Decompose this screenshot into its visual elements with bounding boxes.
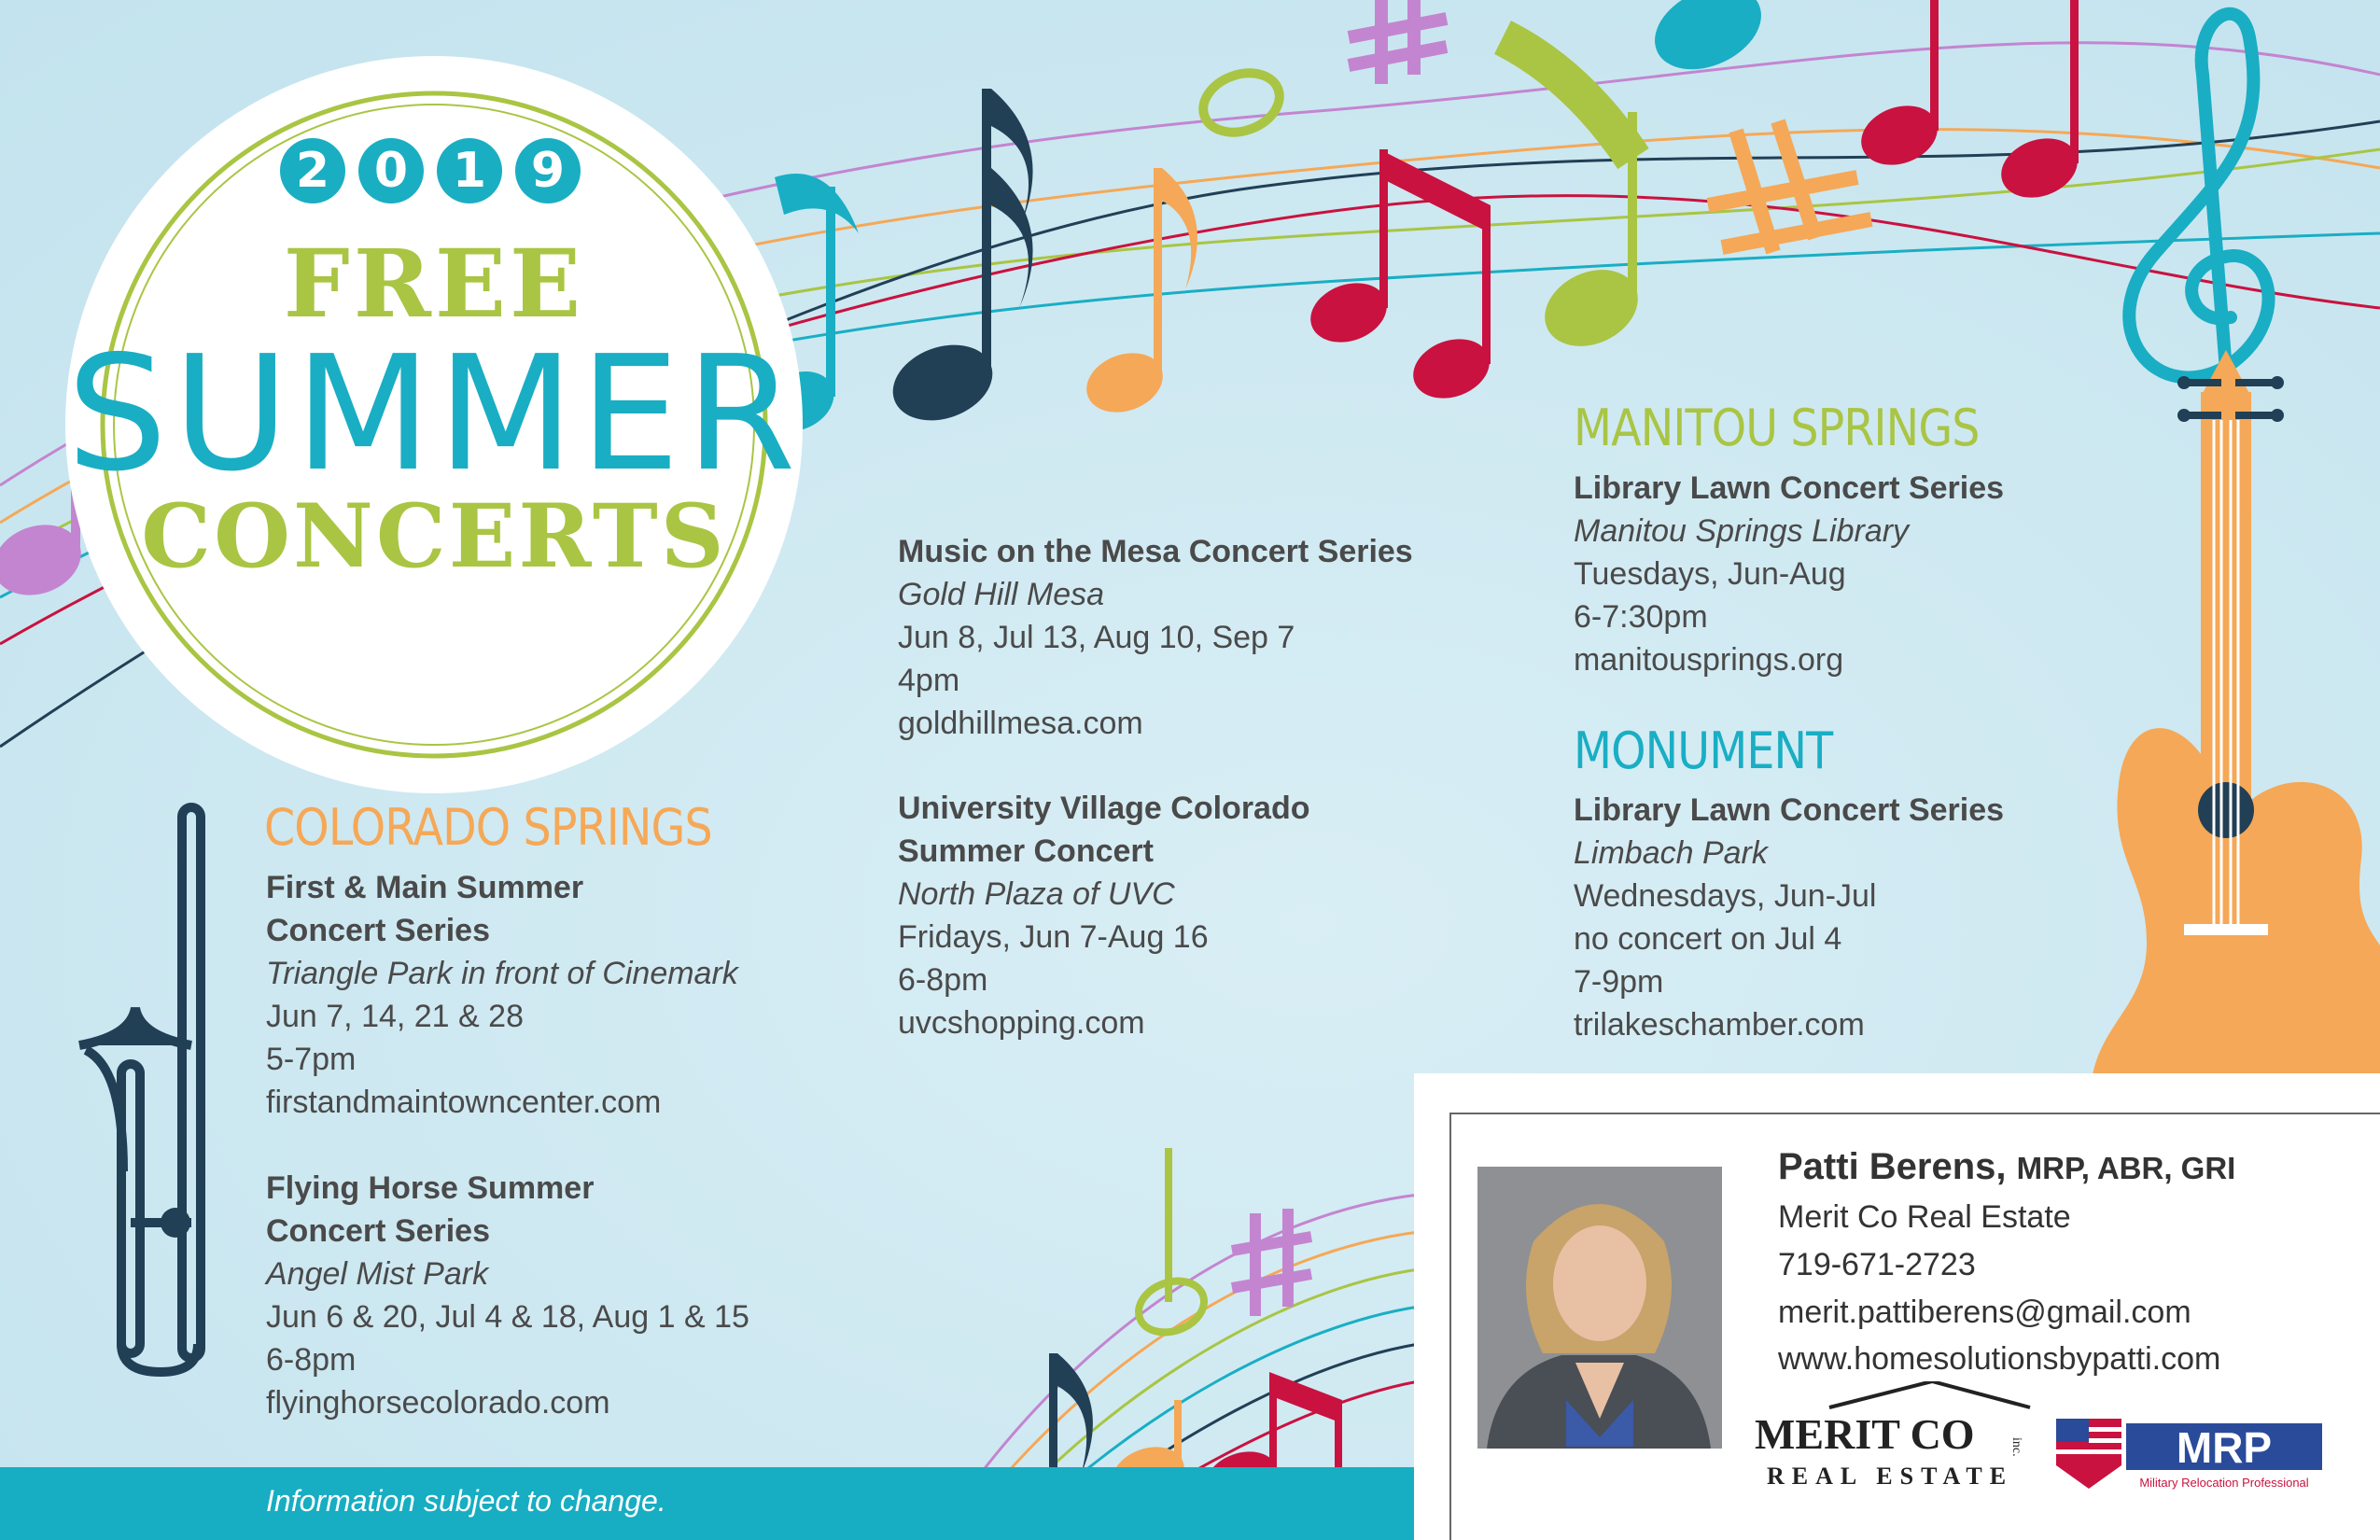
mrp-logo-text: MRP: [2176, 1423, 2273, 1472]
footer-bar: [0, 1467, 1414, 1540]
year-digit: 2: [280, 138, 345, 203]
event-location: Angel Mist Park: [266, 1256, 489, 1292]
event-time: 5-7pm: [266, 1042, 357, 1077]
merit-logo-inc: inc.: [2009, 1437, 2023, 1457]
event-website: firstandmaintowncenter.com: [266, 1085, 662, 1120]
event-time: 6-8pm: [266, 1342, 357, 1378]
agent-credentials: MRP, ABR, GRI: [2016, 1151, 2236, 1185]
agent-email[interactable]: merit.pattiberens@gmail.com: [1778, 1295, 2191, 1330]
title-summer: SUMMER: [66, 322, 802, 507]
mrp-logo: [2051, 1405, 2327, 1498]
merit-logo-top: MERIT CO: [1755, 1410, 1975, 1458]
event-note: no concert on Jul 4: [1574, 921, 1842, 957]
event-monument-library-lawn: [1574, 789, 2004, 1046]
event-flying-horse: [266, 1167, 749, 1424]
event-time: 6-8pm: [898, 962, 988, 998]
agent-photo: [1477, 1167, 1722, 1449]
event-title: Concert Series: [266, 1213, 490, 1249]
city-heading-manitou-springs: MANITOU SPRINGS: [1574, 399, 1980, 457]
title-concerts: CONCERTS: [141, 485, 727, 588]
event-title: Library Lawn Concert Series: [1574, 470, 2005, 506]
year-digit: 1: [437, 138, 502, 203]
event-title: Flying Horse Summer: [266, 1170, 595, 1206]
event-music-on-the-mesa: [898, 530, 1413, 745]
event-location: Triangle Park in front of Cinemark: [266, 956, 738, 991]
title-free: FREE: [283, 229, 585, 339]
event-title: Library Lawn Concert Series: [1574, 792, 2005, 828]
event-first-and-main: [266, 866, 738, 1124]
event-location: Limbach Park: [1574, 835, 1768, 871]
event-title: University Village Colorado: [898, 791, 1310, 826]
event-website: trilakeschamber.com: [1574, 1007, 1865, 1043]
footer-disclaimer: Information subject to change.: [266, 1484, 666, 1518]
event-dates: Wednesdays, Jun-Jul: [1574, 878, 1877, 914]
event-dates: Jun 7, 14, 21 & 28: [266, 999, 524, 1034]
agent-website[interactable]: www.homesolutionsbypatti.com: [1778, 1341, 2221, 1377]
year-digit: 0: [358, 138, 424, 203]
event-time: 6-7:30pm: [1574, 599, 1708, 635]
event-title: First & Main Summer: [266, 870, 584, 905]
city-heading-colorado-springs: COLORADO SPRINGS: [264, 798, 712, 857]
event-title: Summer Concert: [898, 833, 1154, 869]
event-dates: Fridays, Jun 7-Aug 16: [898, 919, 1209, 955]
event-university-village: [898, 787, 1310, 1044]
event-manitou-library-lawn: [1574, 467, 2004, 681]
agent-phone[interactable]: 719-671-2723: [1778, 1247, 1976, 1282]
merit-co-logo: [1750, 1381, 2039, 1493]
agent-name: [1778, 1146, 2235, 1188]
event-dates: Jun 8, Jul 13, Aug 10, Sep 7: [898, 620, 1295, 655]
event-location: Manitou Springs Library: [1574, 513, 1910, 549]
event-title: Concert Series: [266, 913, 490, 948]
event-dates: Jun 6 & 20, Jul 4 & 18, Aug 1 & 15: [266, 1299, 749, 1335]
merit-logo-bottom: REAL ESTATE: [1767, 1463, 2014, 1490]
agent-name-text: Patti Berens,: [1778, 1146, 2007, 1187]
event-website: goldhillmesa.com: [898, 706, 1143, 741]
event-time: 4pm: [898, 663, 960, 698]
event-dates: Tuesdays, Jun-Aug: [1574, 556, 1846, 592]
event-website: manitousprings.org: [1574, 642, 1844, 678]
event-location: Gold Hill Mesa: [898, 577, 1105, 612]
event-website: uvcshopping.com: [898, 1005, 1145, 1041]
event-location: North Plaza of UVC: [898, 876, 1175, 912]
city-heading-monument: MONUMENT: [1574, 721, 1833, 780]
event-time: 7-9pm: [1574, 964, 1664, 1000]
event-title: Music on the Mesa Concert Series: [898, 534, 1413, 569]
year-digit: 9: [515, 138, 581, 203]
year-badge: [280, 138, 581, 203]
mrp-logo-tagline: Military Relocation Professional: [2139, 1476, 2309, 1490]
agent-company: Merit Co Real Estate: [1778, 1199, 2071, 1235]
event-website: flyinghorsecolorado.com: [266, 1385, 610, 1421]
